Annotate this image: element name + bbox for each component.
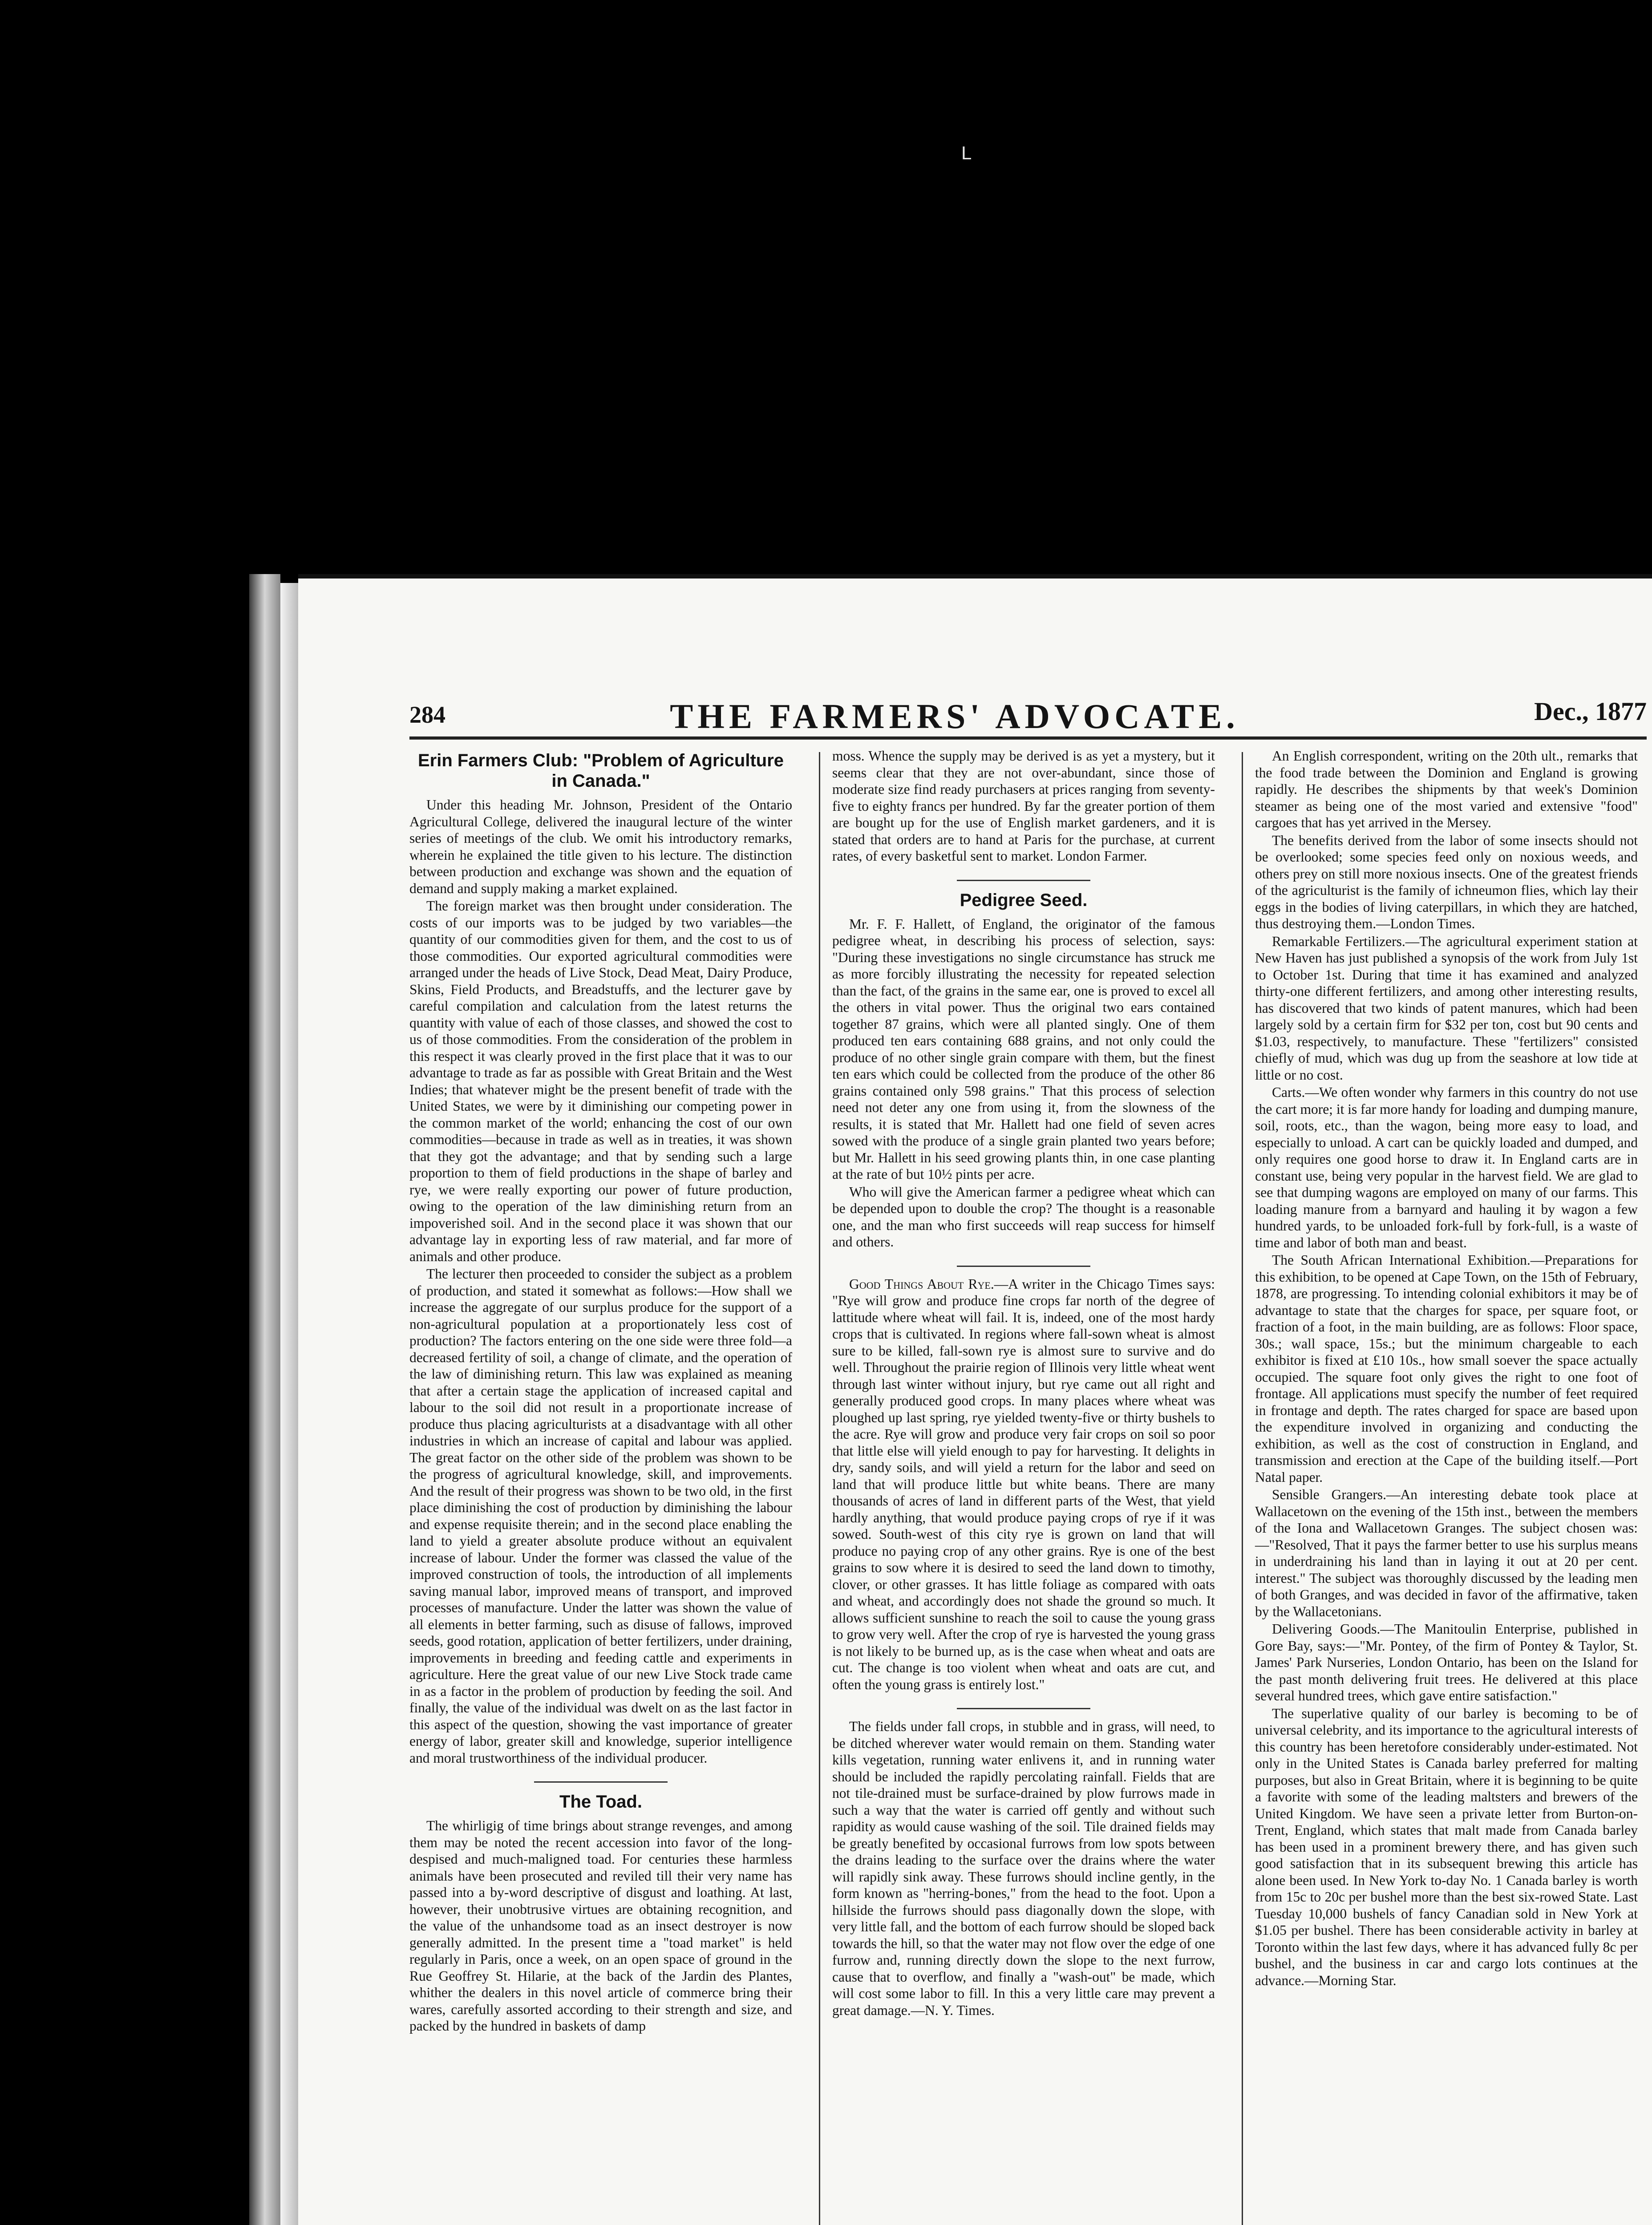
paragraph: The South African International Exhibition.—Preparations for this exhibition, to be opened at Cape Town, on the 15th of February, 1878, are progressing. To intending colonial exhibitors it may be of advantage to state that the charges for space, per square foot, or fraction of a foot, in the main building, are as follows: Floor space, 30s.; wall space, 15s.; but the minimum chargeable to each exhibitor is fixed at £10 10s., how small soever the space actually occupied. The square foot only gives the right to one foot of frontage. All applications must specify the number of feet required in frontage and depth. The rates charged for space are based upon the expenditure involved in organizing and conducting the exhibition, as well as the cost of construction in England, and transmission and erection at the Cape of the building itself.—Port Natal paper. <box>1255 1252 1638 1485</box>
paragraph-text: —A writer in the Chicago Times says: "Rye will grow and produce fine crops far north of the degree of lattitude where wheat will fail. It is, indeed, one of the most hardy crops that is cultivated. In regions where fall-sown wheat is almost sure to be killed, fall-sown rye is almost sure to survive and do well. Throughout the prairie region of Illinois very little wheat went through last winter without injury, but rye came out all right and generally produced good crops. In many places where wheat was ploughed up last spring, rye yielded twenty-five or thirty bushels to the acre. Rye will grow and produce very fair crops on soil so poor that little else will yield enough to pay for harvesting. It delights in dry, sandy soils, and will yield a return for the labor and seed on land that will produce little but white beans. There are many thousands of acres of land in different parts of the West, that yield hardly anything, that would produce paying crops of rye if it was sowed. South-west of this city rye is grown on land that will produce no paying crop of any other grains. Rye is one of the best grains to sow where it is desired to seed the land down to timothy, clover, or other grasses. It has little foliage as compared with oats and wheat, and accordingly does not shade the ground so much. It allows sufficient sunshine to reach the soil to cause the young grass to grow very well. After the crop of rye is harvested the young grass is not likely to be burned up, as is the case when wheat and oats are cut. The change is too violent when wheat and oats are cut, and often the young grass is entirely lost." <box>832 1276 1215 1692</box>
masthead-title: THE FARMERS' ADVOCATE. <box>670 697 1239 736</box>
article-separator <box>957 1266 1090 1267</box>
column-2 <box>832 748 1215 2225</box>
paragraph: Delivering Goods.—The Manitoulin Enterprise, published in Gore Bay, says:—"Mr. Pontey, of the firm of Pontey & Taylor, St. James' Park Nurseries, London Ontario, has been on the Island for the past month delivering fruit trees. He delivered at this place several hundred trees, which gave entire satisfaction." <box>1255 1621 1638 1703</box>
column-divider <box>1242 752 1243 2225</box>
paragraph: Sensible Grangers.—An interesting debate took place at Wallacetown on the evening of the 15th inst., between the members of the Iona and Wallacetown Granges. The subject chosen was:—"Resolved, That it pays the farmer better to use his surplus means in underdraining his land than in laying it out at 20 per cent. interest." The subject was thoroughly discussed by the leading men of both Granges, and was decided in favor of the affirmative, taken by the Wallacetonians. <box>1255 1487 1638 1619</box>
article-separator <box>534 1781 668 1783</box>
paragraph: An English correspondent, writing on the 20th ult., remarks that the food trade between the Dominion and England is growing rapidly. He describes the shipments by that week's Dominion steamer as being one of the most varied and extensive "food" cargoes that has yet arrived in the Mersey. <box>1255 748 1638 830</box>
column-divider <box>819 752 820 2225</box>
issue-date: Dec., 1877 <box>1534 697 1647 726</box>
page-leaf-edge-inner <box>280 583 298 2225</box>
run-in-heading: Good Things About Rye. <box>849 1276 994 1292</box>
paragraph: The foreign market was then brought under consideration. The costs of our imports was to be judged by two variables—the quantity of our commodities given for them, and the cost to us of those commodities. Our exported agricultural commodities were arranged under the heads of Live Stock, Dead Meat, Dairy Produce, Skins, Field Products, and Breadstuffs, and the lecturer gave by careful compilation and calculation from the latest returns the quantity with value of each of those classes, and showed the cost to us of those commodities. From the consideration of the problem in this respect it was clearly proved in the first place that it was to our advantage to trade as far as possible with Great Britain and the West Indies; that whatever might be the present benefit of trade with the United States, we were by it diminishing our competing power in the common market of the world; enhancing the cost of our own commodities—because in trade as well as in treaties, it was shown that they got the advantage; and that by sending such a large proportion to them of field productions in the shape of barley and rye, we were really exporting our power of future production, owing to the operation of the law diminishing return from an impoverished soil. And in the second place it was shown that our advantage lay in exporting less of raw material, and far more of animals and other produce. <box>409 898 792 1264</box>
page-number: 284 <box>409 701 445 728</box>
paragraph: The benefits derived from the labor of some insects should not be overlooked; some species feed only on noxious weeds, and others prey on still more noxious insects. One of the greatest friends of the agriculturist is the family of ichneumon flies, which lay their eggs in the bodies of living caterpillars, in which they are hatched, thus destroying them.—London Times. <box>1255 832 1638 931</box>
paragraph: The superlative quality of our barley is becoming to be of universal celebrity, and its importance to the agricultural interests of this country has been heretofore considerably under-estimated. Not only in the United States is Canada barley preferred for malting purposes, but also in Great Britain, where it is beginning to be quite a favorite with some of the leading maltsters and brewers of the United Kingdom. We have seen a private letter from Burton-on-Trent, England, which states that malt made from Canada barley has been used in a prominent brewery there, and has given such good satisfaction that in its subsequent brewing this article has alone been used. In New York to-day No. 1 Canada barley is worth from 15c to 20c per bushel more than the best six-rowed State. Last Tuesday 10,000 bushels of fancy Canadian sold in New York at $1.05 per bushel. There has been considerable activity in barley at Toronto within the last few days, where it has advanced fully 8c per bushel, and the business in car and cargo lots continues at the advance.—Morning Star. <box>1255 1705 1638 1988</box>
header-rule <box>409 736 1647 740</box>
paragraph: The whirligig of time brings about strange revenges, and among them may be noted the recent accession into favor of the long-despised and much-maligned toad. For centuries these harmless animals have been prosecuted and reviled till their very name has passed into a by-word descriptive of disgust and loathing. At last, however, their unobtrusive virtues are obtaining recognition, and the value of the unhandsome toad as an insect destroyer is now generally admitted. In the present time a "toad market" is held regularly in Paris, once a week, on an open space of ground in the Rue Geoffrey St. Hilarie, at the back of the Jardin des Plantes, whither the dealers in this novel article of commerce bring their wares, carefully assorted according to their strength and size, and packed by the hundred in baskets of damp <box>409 1818 792 2034</box>
article-title-pedigree-seed: Pedigree Seed. <box>960 890 1088 910</box>
paragraph: moss. Whence the supply may be derived is as yet a mystery, but it seems clear that they are not over-abundant, since those of moderate size find ready purchasers at prices ranging from seventy-five to eighty francs per hundred. By far the greater portion of them are bought up for the use of English market gardeners, and it is stated that orders are to hand at Paris for the purchase, at current rates, of every basketful sent to market. London Farmer. <box>832 748 1215 864</box>
page-top-edge <box>298 574 1652 578</box>
paragraph-rye <box>832 1276 1215 1693</box>
page-leaf-edge <box>249 574 280 2225</box>
article-title-erin-farmers-club: Erin Farmers Club: "Problem of Agriculture in Canada." <box>417 751 784 791</box>
paragraph: Remarkable Fertilizers.—The agricultural experiment station at New Haven has just published a synopsis of the work from July 1st to October 1st. During that time it has examined and analyzed thirty-one different fertilizers, and among other interesting results, has discovered that two kinds of patent manures, which had been largely sold by a certain firm for $32 per ton, cost but 90 cents and $1.03, respectively, to manufacture. These "fertilizers" consisted chiefly of mud, which was dug up from the seashore at low tide at little or no cost. <box>1255 933 1638 1083</box>
paragraph: The fields under fall crops, in stubble and in grass, will need, to be ditched wherever water would remain on them. Standing water kills vegetation, running water enlivens it, and in running water should be included the rapidly percolating rainfall. Fields that are not tile-drained must be surface-drained by plow furrows made in such a way that the water is carried off gently and without such rapidity as would cause washing of the soil. Tile drained fields may be greatly benefited by occasional furrows from low spots between the drains leading to the surface over the drains where the water will rapidly sink away. These furrows should incline gently, in the form known as "herring-bones," from the head to the foot. Upon a hillside the furrows should pass diagonally down the slope, with very little fall, and the bottom of each furrow should be sloped back towards the hill, so that the water may not flow over the edge of one furrow and, running directly down the slope to the next furrow, cause that to overflow, and finally a "wash-out" be made, which will cost some labor to fill. In this a very little care may prevent a great damage.—N. Y. Times. <box>832 1719 1215 2018</box>
film-border-top <box>0 0 1652 574</box>
article-separator <box>957 880 1090 881</box>
paragraph: Who will give the American farmer a pedigree wheat which can be depended upon to double the crop? The thought is a reasonable one, and the man who first succeeds will reap success for himself and others. <box>832 1184 1215 1250</box>
paragraph: Carts.—We often wonder why farmers in this country do not use the cart more; it is far more handy for loading and dumping manure, soil, roots, etc., than the wagon, being more easy to load, and especially to unload. A cart can be quickly loaded and dumped, and only requires one good horse to draw it. In England carts are in constant use, being very popular in the harvest field. We are glad to see that dumping wagons are employed on many of our farms. This loading manure from a barnyard and hauling it by wagon a few hundred yards, to be unloaded fork-full by fork-full, is a waste of time and labor of both man and beast. <box>1255 1084 1638 1250</box>
paragraph: The lecturer then proceeded to consider the subject as a problem of production, and stated it somewhat as follows:—How shall we increase the aggregate of our surplus produce for the support of a non-agricultural population at a proportionately less cost of production? The factors entering on the one side were three fold—a decreased fertility of soil, a change of climate, and the operation of the law of diminishing return. This law was explained as meaning that after a certain stage the application of increased capital and labour to the soil did not result in a proportionate increase of produce thus placing agriculturists at a disadvantage with all other industries in which an increase of capital and labour was applied. The great factor on the other side of the problem was shown to be the progress of agricultural knowledge, skill, and improvements. And the result of their progress was shown to be two old, in the first place diminishing the cost of production by diminishing the labour and expense requisite therein; and in the second place enabling the land to yield a greater absolute produce without an equivalent increase of labour. Under the former was classed the value of the improved construction of tools, the introduction of all implements saving manual labor, improved means of transport, and improved processes of manufacture. Under the latter was shown the value of all elements in better farming, such as disuse of fallows, improved seeds, good rotation, application of better fertilizers, under draining, improvements in breeding and feeding cattle and experiments in agriculture. Here the great value of our new Live Stock trade came in as a factor in the problem of production by feeding the soil. And finally, the value of the individual was dwelt on as the last factor in this aspect of the question, showing the vast importance of greater energy of labor, greater skill and knowledge, superior intelligence and moral trustworthiness of the individual producer. <box>409 1266 792 1766</box>
article-separator <box>957 1708 1090 1709</box>
article-title-the-toad: The Toad. <box>559 1792 642 1812</box>
column-3 <box>1255 748 1638 2225</box>
film-mark: L <box>961 142 972 163</box>
paragraph: Under this heading Mr. Johnson, President of the Ontario Agricultural College, delivered the inaugural lecture of the winter series of meetings of the club. We omit his introductory remarks, wherein he explained the title given to his lecture. The distinction between production and exchange was shown and the equation of demand and supply making a market explained. <box>409 797 792 896</box>
newspaper-page <box>298 574 1652 2225</box>
paragraph: Mr. F. F. Hallett, of England, the originator of the famous pedigree wheat, in describing his process of selection, says: "During these investigations no single circumstance has struck me as more forcibly illustrating the necessity for repeated selection than the fact, of the grains in the same ear, one is proved to excel all the others in vital power. Thus the original two ears contained together 87 grains, which were all planted singly. One of them produced ten ears containing 688 grains, and not only could the produce of no other single grain compare with them, but the finest ten ears which could be collected from the produce of the other 86 grains contained only 598 grains." That this process of selection need not deter any one from using it, from the slowness of the results, it is stated that Mr. Hallett had one field of seven acres sowed with the produce of a single grain planted two years before; but Mr. Hallett in his seed growing plants thin, in one case planting at the rate of but 10½ pints per acre. <box>832 916 1215 1182</box>
page-header <box>409 696 1647 736</box>
column-1 <box>409 748 792 2225</box>
